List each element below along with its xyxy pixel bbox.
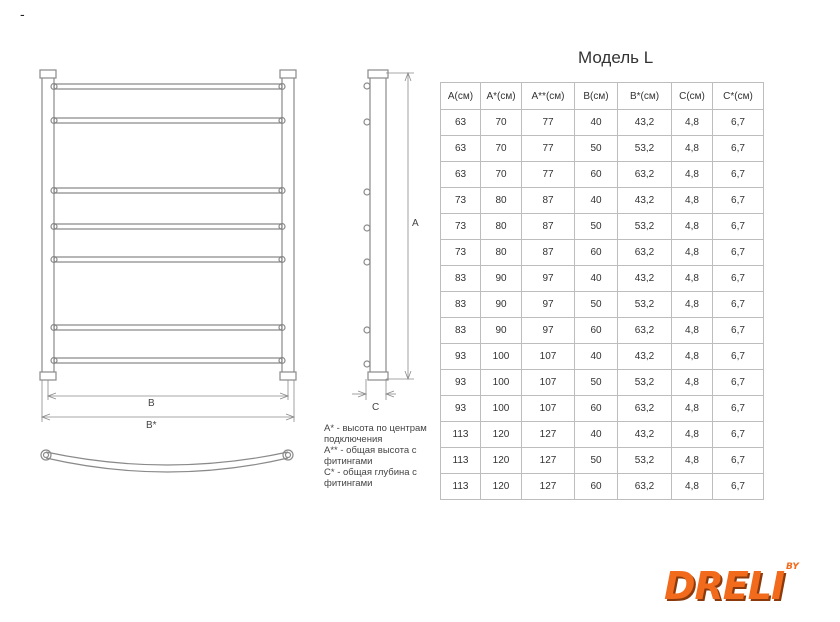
table-cell: 6,7: [713, 318, 764, 344]
table-cell: 6,7: [713, 188, 764, 214]
table-cell: 90: [481, 292, 522, 318]
table-cell: 6,7: [713, 344, 764, 370]
page-title: Модель L: [578, 48, 654, 67]
header-cell: A**(см): [522, 83, 575, 110]
table-cell: 4,8: [672, 136, 713, 162]
table-cell: 127: [522, 422, 575, 448]
table-cell: 107: [522, 370, 575, 396]
table-row: [441, 188, 764, 214]
table-cell: 63,2: [618, 396, 672, 422]
header-cell: A*(см): [481, 83, 522, 110]
table-cell: 4,8: [672, 214, 713, 240]
table-cell: 40: [575, 422, 618, 448]
table-cell: 80: [481, 188, 522, 214]
table-row: [441, 292, 764, 318]
table-cell: 127: [522, 448, 575, 474]
logo-text: DRELI: [664, 564, 785, 608]
table-cell: 83: [441, 318, 481, 344]
table-cell: 97: [522, 318, 575, 344]
table-cell: 80: [481, 240, 522, 266]
front-view: [40, 70, 296, 380]
table-cell: 80: [481, 214, 522, 240]
table-cell: 63,2: [618, 162, 672, 188]
table-cell: 4,8: [672, 344, 713, 370]
header-cell: B(см): [575, 83, 618, 110]
side-view: [352, 70, 414, 400]
table-cell: 50: [575, 136, 618, 162]
table-cell: 70: [481, 136, 522, 162]
note-c-star: C* - общая глубина с фитингами: [324, 467, 417, 489]
table-cell: 50: [575, 370, 618, 396]
table-cell: 120: [481, 422, 522, 448]
table-cell: 63,2: [618, 474, 672, 500]
table-cell: 113: [441, 448, 481, 474]
table-cell: 50: [575, 448, 618, 474]
table-cell: 77: [522, 110, 575, 136]
table-cell: 60: [575, 162, 618, 188]
table-cell: 127: [522, 474, 575, 500]
table-row: [441, 370, 764, 396]
table-cell: 107: [522, 396, 575, 422]
table-row: [441, 422, 764, 448]
table-cell: 100: [481, 344, 522, 370]
table-cell: 120: [481, 448, 522, 474]
table-cell: 120: [481, 474, 522, 500]
table-cell: 4,8: [672, 422, 713, 448]
corner-dash: -: [20, 6, 25, 22]
table-row: [441, 240, 764, 266]
top-view: [41, 450, 293, 472]
logo-by: BY: [786, 562, 799, 572]
dimension-notes: [324, 423, 439, 489]
table-cell: 87: [522, 214, 575, 240]
table-cell: 4,8: [672, 266, 713, 292]
table-cell: 63: [441, 162, 481, 188]
table-cell: 4,8: [672, 474, 713, 500]
dimension-a-label: A: [412, 218, 419, 229]
table-cell: 43,2: [618, 422, 672, 448]
table-cell: 53,2: [618, 292, 672, 318]
header-cell: C(см): [672, 83, 713, 110]
table-cell: 63,2: [618, 318, 672, 344]
dimension-b-label: B: [148, 398, 155, 409]
table-cell: 40: [575, 110, 618, 136]
table-cell: 40: [575, 188, 618, 214]
table-cell: 93: [441, 396, 481, 422]
table-cell: 50: [575, 214, 618, 240]
table-cell: 6,7: [713, 214, 764, 240]
table-cell: 6,7: [713, 396, 764, 422]
table-cell: 73: [441, 188, 481, 214]
table-cell: 4,8: [672, 370, 713, 396]
table-cell: 70: [481, 162, 522, 188]
table-cell: 6,7: [713, 162, 764, 188]
table-cell: 97: [522, 292, 575, 318]
table-cell: 93: [441, 344, 481, 370]
header-cell: B*(см): [618, 83, 672, 110]
table-cell: 97: [522, 266, 575, 292]
table-cell: 4,8: [672, 240, 713, 266]
table-row: [441, 344, 764, 370]
table-cell: 4,8: [672, 396, 713, 422]
table-row: [441, 474, 764, 500]
table-cell: 53,2: [618, 370, 672, 396]
table-row: [441, 162, 764, 188]
table-cell: 6,7: [713, 266, 764, 292]
table-cell: 6,7: [713, 136, 764, 162]
table-cell: 43,2: [618, 266, 672, 292]
table-cell: 53,2: [618, 214, 672, 240]
table-body: [441, 110, 764, 500]
table-cell: 63: [441, 136, 481, 162]
table-cell: 40: [575, 266, 618, 292]
table-cell: 90: [481, 318, 522, 344]
table-cell: 60: [575, 396, 618, 422]
table-cell: 6,7: [713, 370, 764, 396]
table-cell: 6,7: [713, 240, 764, 266]
model-spec-table: [440, 82, 764, 500]
table-header-row: [441, 83, 764, 110]
table-cell: 70: [481, 110, 522, 136]
table-cell: 40: [575, 344, 618, 370]
table-row: [441, 136, 764, 162]
table-cell: 4,8: [672, 162, 713, 188]
table-cell: 100: [481, 396, 522, 422]
table-cell: 43,2: [618, 188, 672, 214]
table-cell: 6,7: [713, 422, 764, 448]
table-cell: 4,8: [672, 110, 713, 136]
table-cell: 53,2: [618, 448, 672, 474]
table-cell: 50: [575, 292, 618, 318]
dimension-c-label: C: [372, 402, 380, 413]
dimension-b-star-label: B*: [146, 420, 157, 431]
table-cell: 6,7: [713, 448, 764, 474]
table-cell: 6,7: [713, 474, 764, 500]
table-cell: 4,8: [672, 188, 713, 214]
table-cell: 87: [522, 240, 575, 266]
header-cell: A(см): [441, 83, 481, 110]
table-cell: 90: [481, 266, 522, 292]
table-cell: 43,2: [618, 110, 672, 136]
table-cell: 100: [481, 370, 522, 396]
table-cell: 113: [441, 422, 481, 448]
table-cell: 93: [441, 370, 481, 396]
table-row: [441, 266, 764, 292]
table-cell: 6,7: [713, 292, 764, 318]
table-cell: 4,8: [672, 318, 713, 344]
table-row: [441, 214, 764, 240]
table-cell: 83: [441, 292, 481, 318]
table-row: [441, 396, 764, 422]
table-row: [441, 318, 764, 344]
table-cell: 60: [575, 240, 618, 266]
table-cell: 43,2: [618, 344, 672, 370]
table-cell: 4,8: [672, 448, 713, 474]
table-cell: 107: [522, 344, 575, 370]
table-cell: 53,2: [618, 136, 672, 162]
table-cell: 113: [441, 474, 481, 500]
note-a-star: A* - высота по центрам подключения: [324, 423, 427, 445]
table-cell: 63,2: [618, 240, 672, 266]
table-cell: 73: [441, 240, 481, 266]
table-cell: 4,8: [672, 292, 713, 318]
table-cell: 87: [522, 188, 575, 214]
table-cell: 63: [441, 110, 481, 136]
header-cell: C*(см): [713, 83, 764, 110]
table-row: [441, 110, 764, 136]
table-cell: 77: [522, 162, 575, 188]
table-cell: 60: [575, 474, 618, 500]
width-dimensions: [42, 380, 294, 422]
table-cell: 73: [441, 214, 481, 240]
table-cell: 60: [575, 318, 618, 344]
table-cell: 6,7: [713, 110, 764, 136]
note-a-double-star: A** - общая высота с фитингами: [324, 445, 417, 467]
dreli-logo: [664, 560, 814, 610]
table-cell: 83: [441, 266, 481, 292]
rungs: [51, 84, 285, 364]
table-row: [441, 448, 764, 474]
table-cell: 77: [522, 136, 575, 162]
